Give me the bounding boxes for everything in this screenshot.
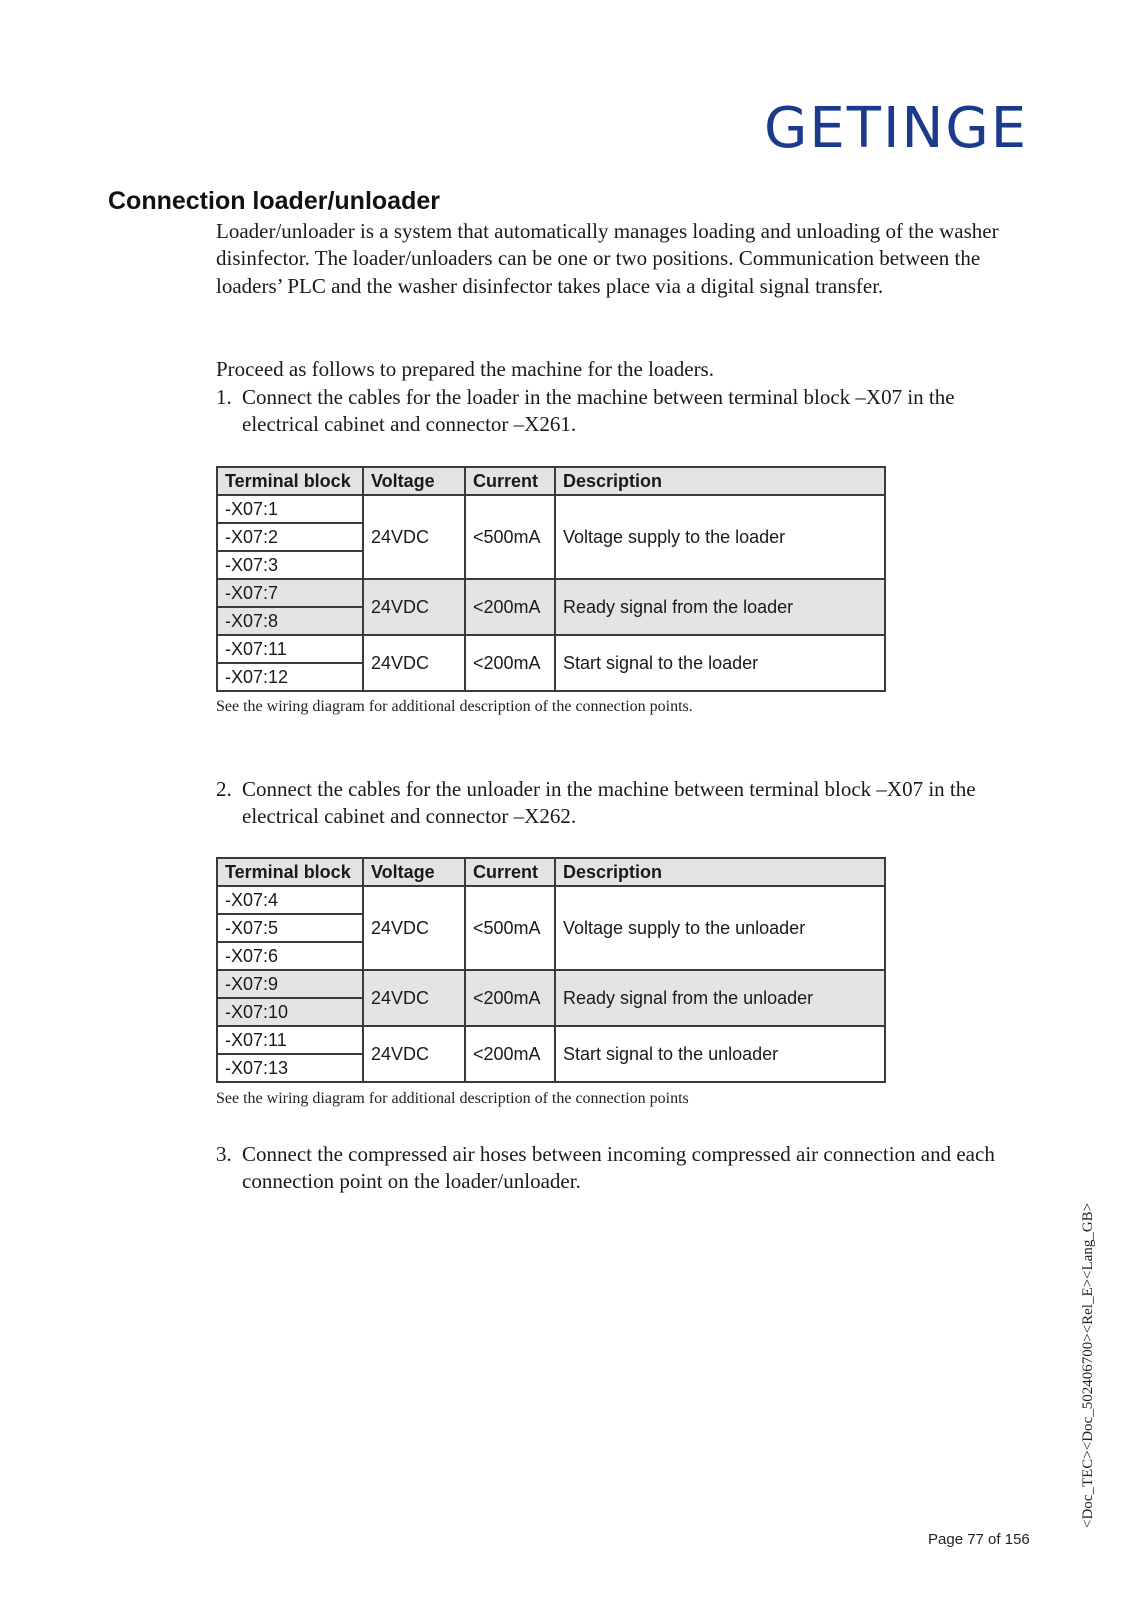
step-number: 2. xyxy=(216,777,232,801)
getinge-logo: GETINGE xyxy=(764,96,1029,161)
description-cell: Ready signal from the unloader xyxy=(555,970,885,1026)
voltage-cell: 24VDC xyxy=(363,970,465,1026)
loader-connection-table xyxy=(216,466,886,692)
table-header-row xyxy=(217,858,885,886)
terminal-cell: -X07:6 xyxy=(217,942,363,970)
terminal-cell: -X07:9 xyxy=(217,970,363,998)
voltage-cell: 24VDC xyxy=(363,886,465,970)
step-text: Connect the compressed air hoses between incoming compressed air connection and each connection point on the loader/unloader. xyxy=(242,1142,995,1194)
table-row xyxy=(217,495,885,523)
table-row xyxy=(217,579,885,607)
current-cell: <200mA xyxy=(465,1026,555,1082)
table-row xyxy=(217,970,885,998)
current-cell: <500mA xyxy=(465,886,555,970)
proceed-paragraph: Proceed as follows to prepared the machine for the loaders. xyxy=(216,357,714,381)
terminal-cell: -X07:11 xyxy=(217,1026,363,1054)
step-number: 1. xyxy=(216,385,232,409)
terminal-cell: -X07:12 xyxy=(217,663,363,691)
terminal-cell: -X07:8 xyxy=(217,607,363,635)
description-cell: Voltage supply to the unloader xyxy=(555,886,885,970)
terminal-cell: -X07:2 xyxy=(217,523,363,551)
terminal-cell: -X07:3 xyxy=(217,551,363,579)
current-cell: <500mA xyxy=(465,495,555,579)
terminal-cell: -X07:1 xyxy=(217,495,363,523)
header-current: Current xyxy=(465,467,555,495)
voltage-cell: 24VDC xyxy=(363,635,465,691)
section-title: Connection loader/unloader xyxy=(108,187,440,215)
step-1 xyxy=(216,384,1022,439)
header-current: Current xyxy=(465,858,555,886)
document-code: <Doc_TEC><Doc_502406700><Rel_E><Lang_GB> xyxy=(1080,1202,1096,1528)
table-row xyxy=(217,635,885,663)
voltage-cell: 24VDC xyxy=(363,1026,465,1082)
step-text: Connect the cables for the unloader in the machine between terminal block –X07 in the electrical cabinet and connector –X262. xyxy=(242,777,976,829)
step-text: Connect the cables for the loader in the machine between terminal block –X07 in the electrical cabinet and connector –X261. xyxy=(242,385,955,437)
current-cell: <200mA xyxy=(465,635,555,691)
unloader-connection-table xyxy=(216,857,886,1083)
terminal-cell: -X07:13 xyxy=(217,1054,363,1082)
terminal-cell: -X07:5 xyxy=(217,914,363,942)
terminal-cell: -X07:10 xyxy=(217,998,363,1026)
table-header-row xyxy=(217,467,885,495)
terminal-cell: -X07:4 xyxy=(217,886,363,914)
intro-paragraph: Loader/unloader is a system that automatically manages loading and unloading of the washer disinfector. The loader/unloaders can be one or two positions. Communication between the loaders’ PLC and the washer disinfector takes place via a digital signal transfer. xyxy=(216,219,999,298)
header-description: Description xyxy=(555,467,885,495)
table-note: See the wiring diagram for additional description of the connection points. xyxy=(216,698,693,715)
description-cell: Ready signal from the loader xyxy=(555,579,885,635)
page-number: Page 77 of 156 xyxy=(928,1531,1030,1548)
description-cell: Start signal to the unloader xyxy=(555,1026,885,1082)
header-description: Description xyxy=(555,858,885,886)
description-cell: Voltage supply to the loader xyxy=(555,495,885,579)
description-cell: Start signal to the loader xyxy=(555,635,885,691)
terminal-cell: -X07:11 xyxy=(217,635,363,663)
current-cell: <200mA xyxy=(465,970,555,1026)
terminal-cell: -X07:7 xyxy=(217,579,363,607)
table-row xyxy=(217,1026,885,1054)
header-voltage: Voltage xyxy=(363,467,465,495)
step-2 xyxy=(216,776,1022,831)
header-terminal-block: Terminal block xyxy=(217,858,363,886)
header-terminal-block: Terminal block xyxy=(217,467,363,495)
table-note: See the wiring diagram for additional description of the connection points xyxy=(216,1090,689,1107)
table-row xyxy=(217,886,885,914)
current-cell: <200mA xyxy=(465,579,555,635)
header-voltage: Voltage xyxy=(363,858,465,886)
step-number: 3. xyxy=(216,1142,232,1166)
voltage-cell: 24VDC xyxy=(363,495,465,579)
voltage-cell: 24VDC xyxy=(363,579,465,635)
step-3 xyxy=(216,1141,1022,1196)
